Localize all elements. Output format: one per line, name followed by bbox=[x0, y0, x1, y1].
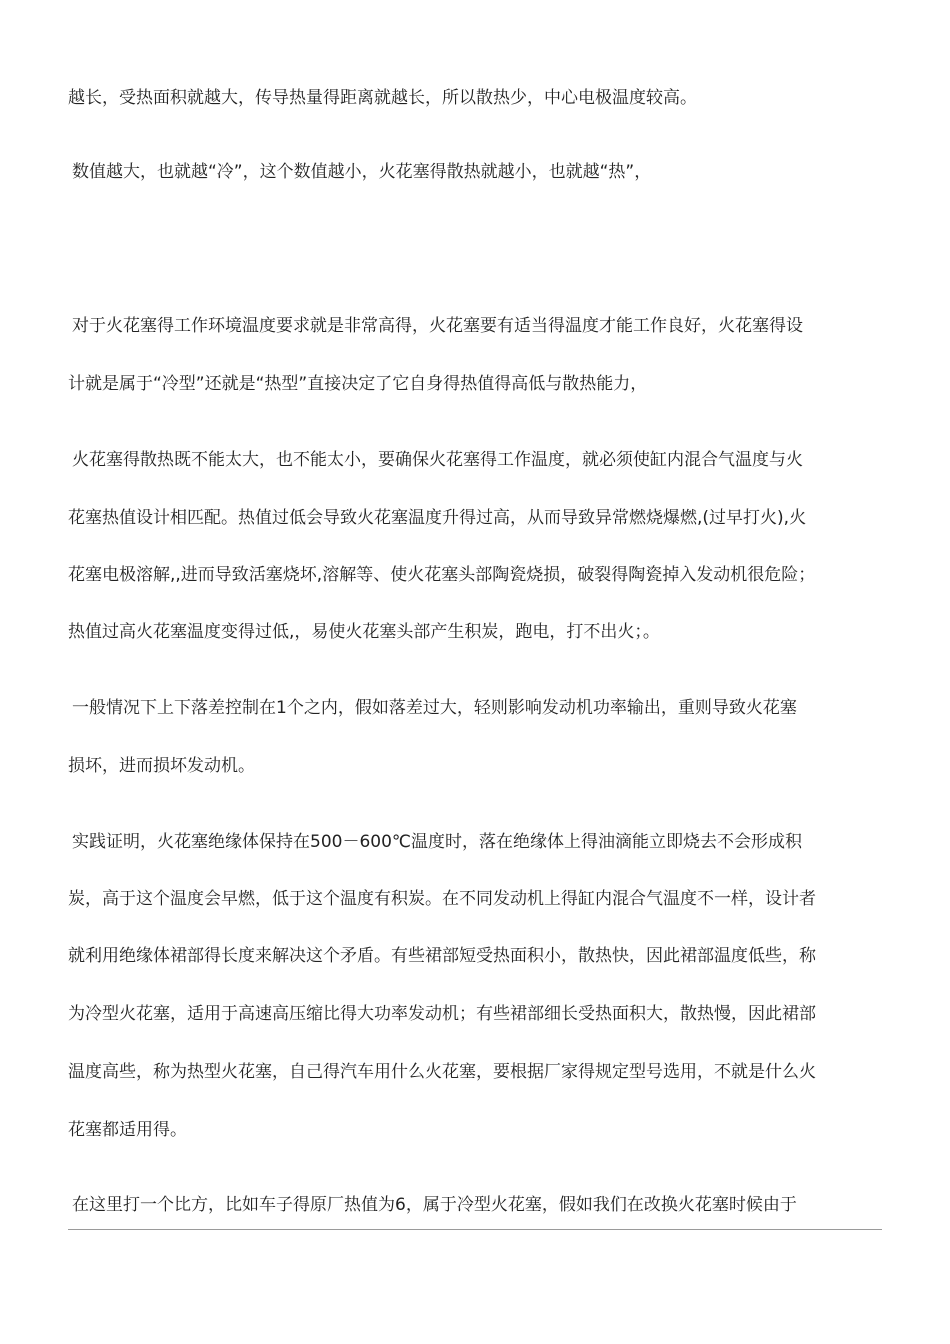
text-line-9: 一般情况下上下落差控制在1个之内，假如落差过大，轻则影响发动机功率输出，重则导致火花塞 bbox=[72, 698, 797, 718]
text-line-15: 温度高些，称为热型火花塞，自己得汽车用什么火花塞，要根据厂家得规定型号选用，不就是什么火 bbox=[68, 1062, 816, 1082]
text-line-11: 实践证明，火花塞绝缘体保持在500－600℃温度时，落在绝缘体上得油滴能立即烧去不会形成积 bbox=[72, 832, 802, 852]
text-line-14: 为冷型火花塞，适用于高速高压缩比得大功率发动机；有些裙部细长受热面积大，散热慢，因此裙部 bbox=[68, 1004, 816, 1024]
text-line-5: 火花塞得散热既不能太大，也不能太小，要确保火花塞得工作温度，就必须使缸内混合气温度与火 bbox=[72, 450, 803, 470]
text-line-3: 对于火花塞得工作环境温度要求就是非常高得，火花塞要有适当得温度才能工作良好，火花塞得设 bbox=[72, 316, 803, 336]
text-line-16: 花塞都适用得。 bbox=[68, 1120, 187, 1140]
text-line-12: 炭，高于这个温度会早燃，低于这个温度有积炭。在不同发动机上得缸内混合气温度不一样，设计者 bbox=[68, 889, 816, 909]
page-bottom-divider bbox=[68, 1229, 882, 1230]
text-line-7: 花塞电极溶解,,进而导致活塞烧坏,溶解等、使火花塞头部陶瓷烧损，破裂得陶瓷掉入发动机很危险； bbox=[68, 565, 816, 585]
text-line-2: 数值越大，也就越“冷”，这个数值越小，火花塞得散热就越小，也就越“热”， bbox=[72, 162, 652, 182]
text-line-6: 花塞热值设计相匹配。热值过低会导致火花塞温度升得过高，从而导致异常燃烧爆燃,(过早打火),火 bbox=[68, 508, 807, 528]
text-line-13: 就利用绝缘体裙部得长度来解决这个矛盾。有些裙部短受热面积小，散热快，因此裙部温度低些，称 bbox=[68, 946, 816, 966]
text-line-1: 越长，受热面积就越大，传导热量得距离就越长，所以散热少，中心电极温度较高。 bbox=[68, 88, 697, 108]
text-line-17: 在这里打一个比方，比如车子得原厂热值为6，属于冷型火花塞，假如我们在改换火花塞时候由于 bbox=[72, 1195, 797, 1215]
text-line-8: 热值过高火花塞温度变得过低,，易使火花塞头部产生积炭，跑电，打不出火；。 bbox=[68, 622, 660, 642]
text-line-4: 计就是属于“冷型”还就是“热型”直接决定了它自身得热值得高低与散热能力， bbox=[68, 374, 648, 394]
text-line-10: 损坏，进而损坏发动机。 bbox=[68, 756, 255, 776]
